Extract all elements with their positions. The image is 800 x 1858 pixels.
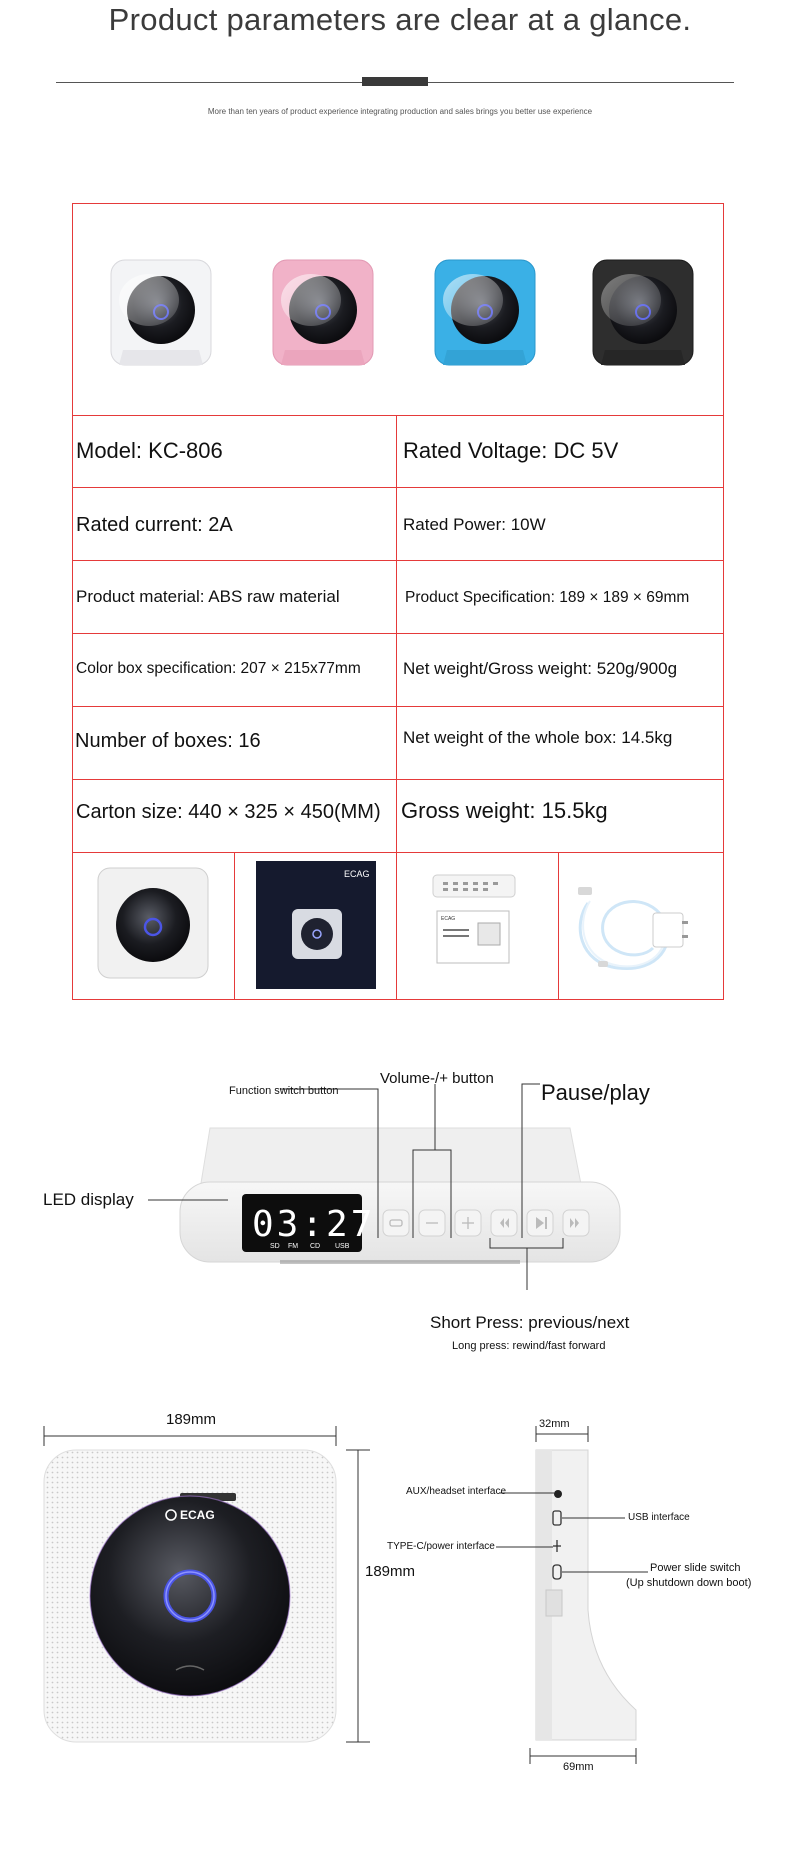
- table-divider: [72, 779, 724, 780]
- dimension-depth-top-label: 32mm: [539, 1418, 570, 1430]
- dimension-illustration: [0, 1400, 800, 1858]
- product-black: [593, 260, 693, 365]
- callout-usb-interface: USB interface: [628, 1512, 690, 1523]
- callout-pause-play: Pause/play: [541, 1080, 650, 1105]
- spec-gross-weight: Gross weight: 15.5kg: [401, 798, 608, 823]
- led-indicator-usb: USB: [335, 1243, 350, 1250]
- tagline: More than ten years of product experience integrating production and sales brings you better use experience: [207, 107, 593, 116]
- table-divider: [72, 415, 724, 416]
- spec-rated-current: Rated current: 2A: [76, 514, 233, 536]
- package-cable-adapter: [578, 887, 688, 969]
- spec-product-specification: Product Specification: 189 × 189 × 69mm: [405, 589, 690, 606]
- front-view: [44, 1450, 336, 1742]
- led-time: 03:27: [252, 1204, 376, 1245]
- product-pink: [273, 260, 373, 365]
- package-remote-manual: [433, 875, 515, 963]
- product-blue: [435, 260, 535, 365]
- callout-function-switch: Function switch button: [229, 1085, 339, 1097]
- table-divider: [72, 560, 724, 561]
- spec-color-box: Color box specification: 207 × 215x77mm: [76, 660, 361, 677]
- spec-rated-voltage: Rated Voltage: DC 5V: [403, 438, 619, 463]
- table-divider: [72, 706, 724, 707]
- led-indicator-fm: FM: [288, 1243, 299, 1250]
- dimension-width-label: 189mm: [166, 1411, 217, 1428]
- width-dimension-line: [44, 1426, 336, 1446]
- spec-model: Model: KC-806: [76, 438, 223, 463]
- table-divider: [72, 633, 724, 634]
- callout-typec-interface: TYPE-C/power interface: [387, 1541, 495, 1552]
- divider-accent: [362, 77, 428, 86]
- package-box: [256, 861, 376, 989]
- color-variants: [73, 204, 723, 414]
- front-brand: ECAG: [180, 1508, 215, 1522]
- table-divider: [72, 487, 724, 488]
- height-dimension-line: [346, 1450, 370, 1742]
- manual-brand: ECAG: [441, 916, 456, 922]
- box-brand: ECAG: [344, 869, 370, 879]
- callout-long-press: Long press: rewind/fast forward: [452, 1340, 606, 1352]
- callout-volume: Volume-/+ button: [380, 1070, 494, 1087]
- callout-power-switch: Power slide switch: [650, 1562, 741, 1574]
- led-indicator-sd: SD: [270, 1243, 280, 1250]
- callout-power-switch-note: (Up shutdown down boot): [626, 1577, 752, 1589]
- spec-rated-power: Rated Power: 10W: [403, 515, 546, 534]
- callout-led-display: LED display: [43, 1190, 134, 1209]
- spec-number-of-boxes: Number of boxes: 16: [75, 730, 261, 752]
- spec-net-weight-whole-box: Net weight of the whole box: 14.5kg: [403, 728, 673, 747]
- control-callout-lines: [0, 1060, 800, 1290]
- spec-material: Product material: ABS raw material: [76, 587, 340, 606]
- page-title: Product parameters are clear at a glance.: [108, 2, 692, 37]
- dimension-depth-bottom-label: 69mm: [563, 1761, 594, 1773]
- callout-aux-interface: AUX/headset interface: [406, 1486, 507, 1497]
- package-contents: [73, 853, 723, 999]
- spec-net-gross-weight: Net weight/Gross weight: 520g/900g: [403, 659, 678, 678]
- callout-short-press: Short Press: previous/next: [430, 1313, 630, 1332]
- product-white: [111, 260, 211, 365]
- package-player: [98, 868, 208, 978]
- dimension-height-label: 189mm: [365, 1563, 416, 1580]
- spec-carton-size: Carton size: 440 × 325 × 450(MM): [76, 801, 381, 823]
- led-indicator-cd: CD: [310, 1243, 321, 1250]
